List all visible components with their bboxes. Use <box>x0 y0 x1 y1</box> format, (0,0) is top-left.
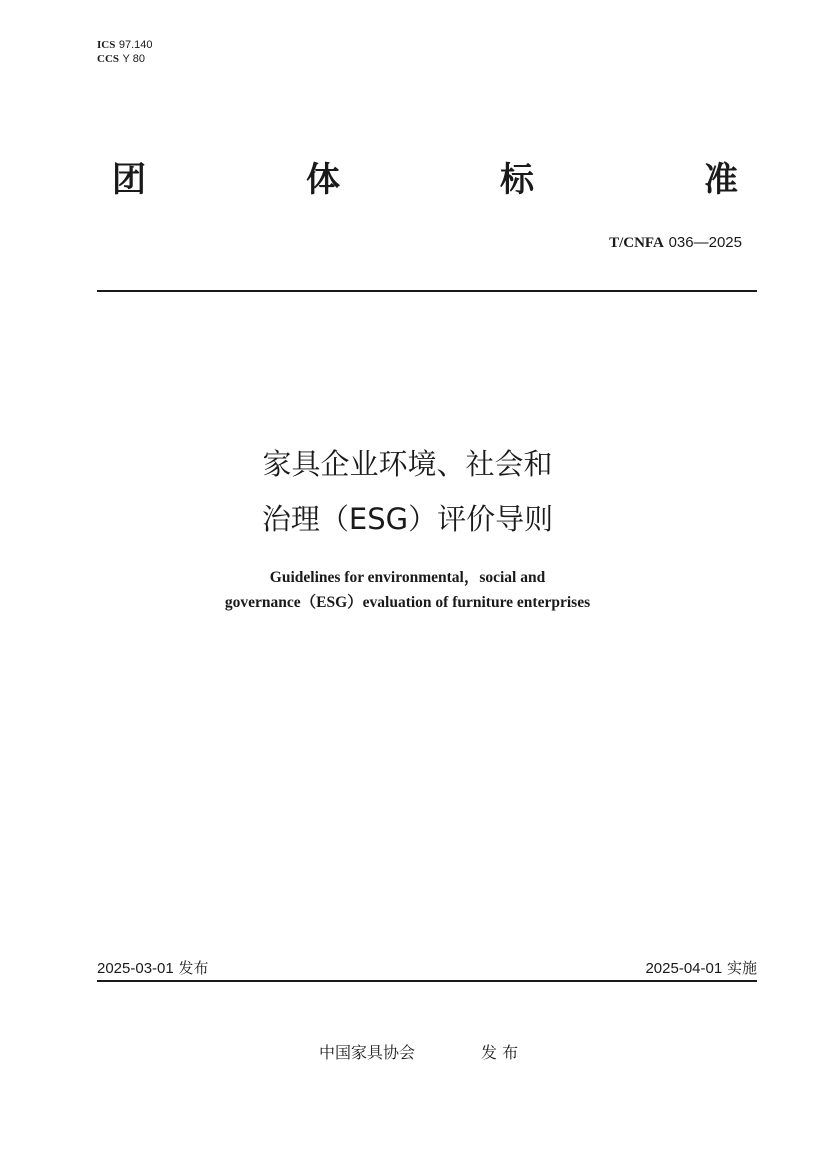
standard-type-char-4: 准 <box>704 160 738 200</box>
bottom-divider <box>97 980 757 982</box>
publish-label: 发布 <box>178 959 209 977</box>
title-en-line-2: governance（ESG）evaluation of furniture enterprises <box>224 594 591 611</box>
standard-type-char-1: 团 <box>112 160 146 200</box>
publisher-action: 发 布 <box>481 1043 519 1062</box>
classification-codes <box>97 38 153 66</box>
standard-prefix: T/CNFA <box>609 235 664 251</box>
publish-date <box>97 958 209 979</box>
standard-type-char-2: 体 <box>306 160 340 200</box>
publish-date-value: 2025-03-01 <box>97 960 174 977</box>
implement-label: 实施 <box>726 959 757 977</box>
top-divider <box>97 290 757 292</box>
title-cn-line-1: 家具企业环境、社会和 <box>262 447 553 481</box>
ics-label: ICS <box>97 39 116 51</box>
standard-number <box>609 233 742 252</box>
standard-number-value: 036—2025 <box>668 234 742 251</box>
ccs-label: CCS <box>97 53 120 65</box>
ccs-value: Y 80 <box>122 53 145 65</box>
title-cn-line-2: 治理（ESG）评价导则 <box>261 502 554 536</box>
implement-date-value: 2025-04-01 <box>645 960 723 977</box>
standard-type-char-3: 标 <box>500 160 534 200</box>
title-en-line-1: Guidelines for environmental，social and <box>269 569 546 586</box>
ics-value: 97.140 <box>118 39 153 51</box>
ccs-code <box>97 52 153 66</box>
implement-date <box>645 958 757 979</box>
publisher-name: 中国家具协会 <box>319 1043 416 1062</box>
ics-code <box>97 38 153 52</box>
